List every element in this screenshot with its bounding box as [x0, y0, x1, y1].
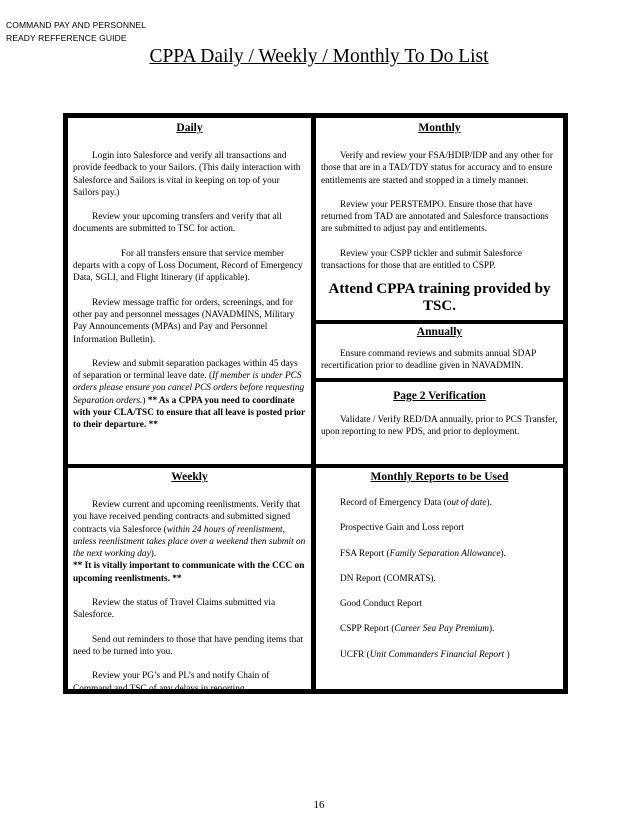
- daily-cell: [68, 118, 311, 464]
- monthly-item-fsa: Verify and review your FSA/HDIP/IDP and any other for those that are in a TAD/TDY status for accuracy and to ensure entitlements are started and stopped in a timely manner.: [321, 151, 553, 186]
- page2-item-red-da: Validate / Verify RED/DA annually, prior to PCS Transfer, upon reporting to new PDS, and prior to deployment.: [321, 415, 558, 438]
- daily-separation-close: ): [142, 395, 146, 406]
- daily-item-separation: [73, 358, 306, 432]
- report-item-expansion: out of date: [446, 498, 487, 508]
- weekly-heading: Weekly: [171, 471, 208, 483]
- daily-separation-text: Review and submit separation packages within 45 days of separation or terminal leave date. (: [73, 358, 298, 382]
- report-item: [321, 598, 558, 610]
- report-item-tail: ).: [489, 624, 495, 635]
- monthly-item-cspp: Review your CSPP tickler and submit Salesforce transactions for those that are entitled to CSPP.: [321, 248, 522, 272]
- weekly-reenlistment-warning: ** It is vitally important to communicate with the CCC on upcoming reenlistments. **: [73, 561, 305, 584]
- report-item-text: FSA Report (: [340, 548, 390, 559]
- report-item-text: DN Report (COMRATS).: [340, 573, 436, 584]
- report-item-tail: ).: [486, 498, 492, 508]
- daily-item-transfer-docs: For all transfers ensure that service member departs with a copy of Loss Document, Record of Emergency Data, SGLI, and Flight Itinerary (if applicable).: [73, 248, 303, 284]
- annually-item-sdap: Ensure command reviews and submits annual SDAP recertification prior to deadline given in NAVADMIN.: [321, 349, 536, 372]
- weekly-cell: [68, 468, 311, 694]
- report-item: [321, 497, 558, 509]
- annually-heading: Annually: [416, 326, 463, 338]
- report-item-text: UCFR (: [340, 649, 370, 660]
- report-item-expansion: Career Sea Pay Premium: [394, 624, 490, 635]
- weekly-item-travel-claims: Review the status of Travel Claims submitted via Salesforce.: [73, 598, 276, 621]
- monthly-heading: Monthly: [418, 122, 461, 134]
- report-item: [321, 623, 558, 635]
- page2-cell: [316, 382, 563, 464]
- daily-heading: Daily: [176, 122, 203, 134]
- report-item-expansion: Family Separation Allowance: [389, 548, 501, 559]
- report-item-tail: ).: [500, 548, 506, 559]
- daily-item-message-traffic: Review message traffic for orders, screenings, and for other pay and personnel messages (NAVADMINS, Military Pay Announcements (MPAs) and Pay and Personnel Information Bulletin).: [73, 297, 295, 345]
- report-item-text: Good Conduct Report: [340, 599, 423, 610]
- report-item-text: Prospective Gain and Loss report: [340, 523, 464, 534]
- report-item-text: Record of Emergency Data (: [340, 498, 447, 508]
- running-header-line2: READY REFFERENCE GUIDE: [6, 33, 127, 43]
- monthly-attend-training: Attend CPPA training provided by TSC.: [328, 281, 551, 315]
- report-item: [321, 522, 558, 534]
- reports-cell: [316, 468, 563, 689]
- report-item-tail: ): [504, 649, 510, 660]
- monthly-cell: [316, 118, 563, 320]
- page-number: 16: [313, 799, 325, 811]
- reports-list: [321, 497, 558, 661]
- weekly-item-reenlistments: [73, 499, 306, 560]
- weekly-item-pg-pl: Review your PG’s and PL’s and notify Chain of Command and TSC of any delays in reporting.: [73, 671, 270, 694]
- weekly-item-reminders: Send out reminders to those that have pending items that need to be turned into you.: [73, 634, 303, 657]
- todo-grid: [63, 113, 568, 694]
- daily-separation-warning: ** As a CPPA you need to coordinate with your CLA/TSC to ensure that all leave is posted prior to their departure. **: [73, 395, 305, 431]
- weekly-reenlistment-note: within 24 hours of reenlistment, unless reenlistment takes place over a weekend then submit on the next working day: [73, 524, 306, 560]
- daily-item-salesforce: Login into Salesforce and verify all transactions and provide feedback to your Sailors. (This daily interaction with Salesforce and Sailors is vital in keeping on top of your Sailors pay.): [73, 151, 301, 198]
- report-item-text: CSPP Report (: [340, 624, 395, 635]
- monthly-item-perstempo: Review your PERSTEMPO. Ensure those that have returned from TAD are annotated and Salesforce transactions are submitted to adjust pay and entitlements.: [321, 199, 549, 235]
- page-title: CPPA Daily / Weekly / Monthly To Do List: [149, 46, 489, 67]
- daily-separation-note: If member is under PCS orders please ensure you cancel PCS orders before requesting Separation orders.: [73, 371, 305, 406]
- report-item: [321, 548, 558, 560]
- annually-cell: [316, 324, 563, 378]
- reports-heading: Monthly Reports to be Used: [370, 471, 509, 483]
- weekly-reenlistment-close: ).: [150, 549, 157, 560]
- page2-heading: Page 2 Verification: [393, 390, 486, 402]
- report-item: [321, 573, 558, 585]
- weekly-reenlistment-text: Review current and upcoming reenlistments. Verify that you have received pending contracts and submitted signed contracts via Salesforce (: [73, 500, 301, 535]
- daily-item-transfers: Review your upcoming transfers and verify that all documents are submitted to TSC for action.: [73, 212, 282, 235]
- report-item: [321, 649, 558, 661]
- running-header-line1: COMMAND PAY AND PERSONNEL: [6, 20, 146, 30]
- report-item-expansion: Unit Commanders Financial Report: [369, 649, 505, 660]
